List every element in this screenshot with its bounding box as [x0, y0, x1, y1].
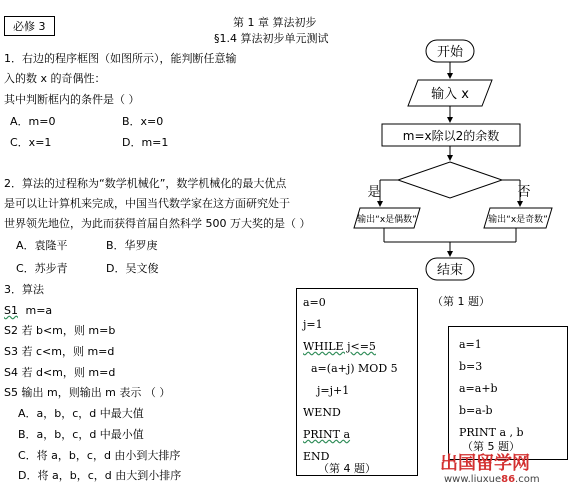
watermark-url-prefix: www.liuxue — [444, 474, 502, 485]
program-5-line-4: b=a-b — [459, 404, 493, 417]
flow-yes-label: 是 — [367, 185, 381, 200]
q3-option-c: C．将 a，b，c，d 由小到大排序 — [18, 449, 181, 462]
program-5-line-2: b=3 — [459, 360, 483, 373]
q3-step3: S3 若 c<m，则 m=d — [4, 345, 115, 358]
program-4-line-7: PRINT a — [303, 428, 351, 441]
q2-option-c: C．苏步青 — [16, 262, 68, 275]
section-subtitle: §1.4 算法初步单元测试 — [214, 32, 329, 45]
program-4-line-5: j=j+1 — [317, 384, 350, 397]
q1-option-c: C．x=1 — [10, 136, 52, 149]
q3-step4: S4 若 d<m，则 m=d — [4, 366, 116, 379]
q2-option-d: D．吴文俊 — [106, 262, 159, 275]
program-4-line-6: WEND — [303, 406, 341, 419]
q3-option-d: D．将 a，b，c，d 由大到小排序 — [18, 469, 182, 482]
watermark-url-suffix: .com — [515, 474, 540, 485]
program-4-line-4: a=(a+j) MOD 5 — [311, 362, 398, 375]
watermark-url-number: 86 — [501, 474, 516, 485]
program-5-line-3: a=a+b — [459, 382, 498, 395]
q1-option-d: D．m=1 — [122, 136, 169, 149]
q2-option-b: B．华罗庚 — [106, 239, 158, 252]
flow-decision-node — [398, 162, 502, 198]
q3-step2: S2 若 b<m，则 m=b — [4, 324, 116, 337]
flow-no-label: 否 — [517, 185, 531, 200]
program-4-box — [296, 288, 418, 476]
program-5-line-1: a=1 — [459, 338, 482, 351]
q1-line1: 1．右边的程序框图（如图所示），能判断任意输 — [4, 52, 237, 65]
watermark-url — [444, 474, 540, 486]
q3-option-b: B．a，b，c，d 中最小值 — [18, 428, 144, 441]
program-4-line-1: a=0 — [303, 296, 326, 309]
q3-line1: 3．算法 — [4, 283, 44, 296]
q3-step1 — [4, 304, 52, 318]
flow-input-label: 输入 x — [431, 87, 469, 102]
q1-line3: 其中判断框内的条件是（ ） — [4, 93, 140, 106]
q2-option-a: A．袁隆平 — [16, 239, 68, 252]
flow-assign-label: m=x除以2的余数 — [402, 129, 500, 143]
program-4-line-3: WHILE j<=5 — [303, 340, 376, 353]
q1-line2: 入的数 x 的奇偶性： — [4, 72, 106, 85]
program-4-caption: （第 4 题） — [318, 462, 376, 475]
chapter-title: 第 1 章 算法初步 — [233, 16, 317, 29]
flow-end-label: 结束 — [436, 263, 464, 278]
q3-step5: S5 输出 m，则输出 m 表示 （ ） — [4, 386, 171, 399]
q3-step1-text: m=a — [25, 304, 53, 317]
flowchart — [340, 36, 574, 298]
program-4-line-2: j=1 — [303, 318, 323, 331]
q3-option-a: A．a，b，c，d 中最大值 — [18, 407, 144, 420]
watermark-logo: 出国留学网 — [440, 453, 530, 474]
q2-line1: 2．算法的过程称为“数学机械化”，数学机械化的最大优点 — [4, 177, 287, 190]
program-5-caption: （第 5 题） — [462, 440, 520, 453]
q1-option-b: B．x=0 — [122, 115, 164, 128]
q2-line3: 世界领先地位，为此而获得首届自然科学 500 万大奖的是（ ） — [4, 217, 311, 230]
program-4-line-8: END — [303, 450, 330, 463]
course-tag: 必修 3 — [4, 16, 55, 36]
q1-option-a: A．m=0 — [10, 115, 56, 128]
flow-start-label: 开始 — [436, 45, 464, 60]
flowchart-caption: （第 1 题） — [432, 295, 490, 308]
flow-output-odd-label: 输出“x是奇数” — [488, 215, 548, 225]
flow-output-even-label: 输出“x是偶数” — [357, 215, 417, 225]
program-5-line-5: PRINT a , b — [459, 426, 524, 439]
q3-step1-label: S1 — [4, 304, 18, 317]
q2-line2: 是可以让计算机来完成，中国当代数学家在这方面研究处于 — [4, 197, 290, 210]
